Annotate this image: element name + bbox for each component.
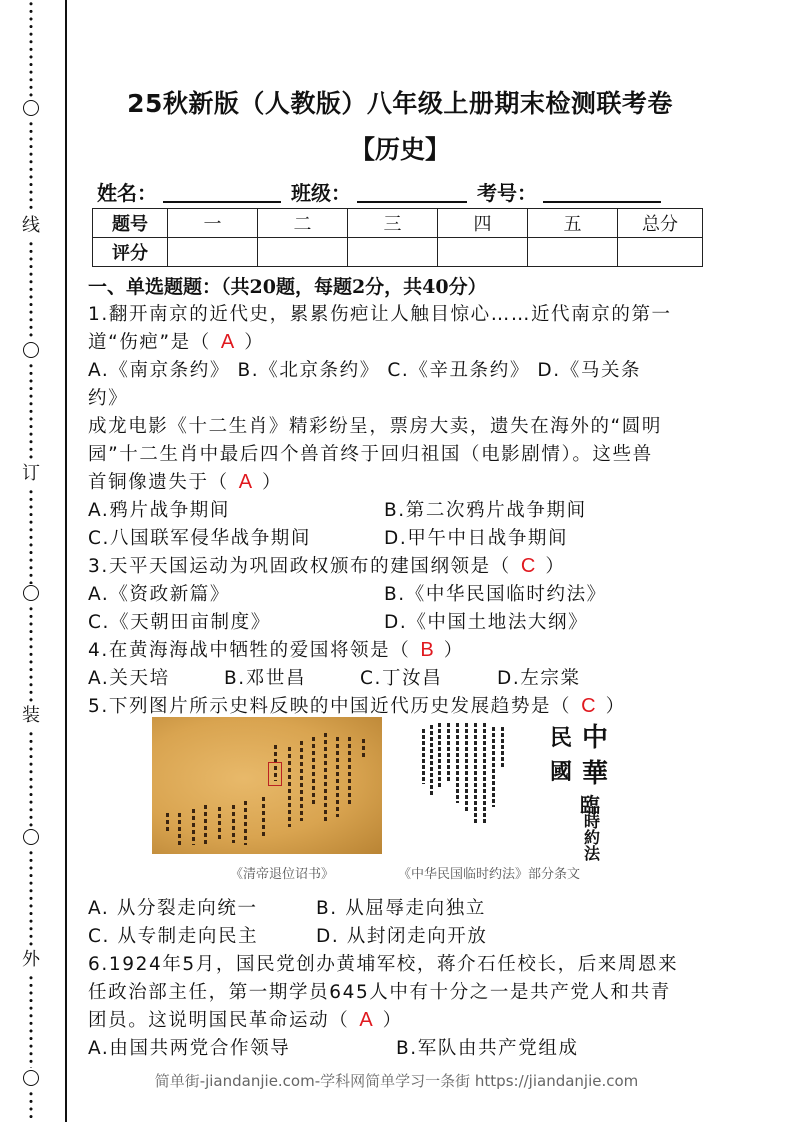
q5-option-d: D. 从封闭走向开放	[316, 926, 488, 947]
name-field[interactable]	[163, 183, 281, 203]
q1-answer: A	[220, 331, 235, 353]
q4-close: ）	[443, 640, 464, 661]
dotted-line	[28, 362, 34, 462]
dotted-line	[28, 974, 34, 1068]
dotted-line	[28, 1090, 34, 1122]
q1-close: ）	[244, 332, 265, 353]
binding-divider	[65, 0, 67, 1122]
score-cell[interactable]	[438, 238, 528, 267]
q5-option-c: C. 从专制走向民主	[88, 926, 259, 947]
student-info-row	[97, 176, 702, 206]
binding-hole-icon	[23, 829, 39, 845]
q3-answer: C	[520, 555, 536, 577]
dotted-line	[28, 0, 34, 98]
q6-stem: 6.1924年5月，国民党创办黄埔军校，蒋介石任校长，后来周恩来	[88, 954, 679, 975]
q3-option-a: A.《资政新篇》	[88, 584, 231, 605]
q2-stem-cont: 园”十二生肖中最后四个兽首终于回归祖国（电影剧情）。这些兽	[88, 444, 653, 465]
footer-watermark: 简单街-jiandanjie.com-学科网简单学习一条街 https://jiandanjie.com	[154, 1072, 639, 1090]
q1-stem-text: 道“伤疤”是（	[88, 332, 211, 353]
table-cell: 四	[438, 209, 528, 238]
table-cell: 总分	[618, 209, 703, 238]
score-cell[interactable]	[168, 238, 258, 267]
page-title: 25秋新版（人教版）八年级上册期末检测联考卷	[127, 89, 673, 118]
q2-answer: A	[238, 471, 253, 493]
score-table-score-row	[93, 238, 703, 267]
score-table	[92, 208, 703, 267]
binding-char-wai: 外	[22, 949, 40, 970]
callig-char: 時	[584, 812, 601, 831]
binding-hole-icon	[23, 585, 39, 601]
q1-options: A.《南京条约》 B.《北京条约》 C.《辛丑条约》 D.《马关条	[88, 360, 642, 381]
callig-char: 華	[582, 759, 609, 789]
q1-stem: 1.翻开南京的近代史，累累伤疤让人触目惊心……近代南京的第一	[88, 304, 672, 325]
q4-option-b: B.邓世昌	[224, 668, 307, 689]
dotted-line	[28, 488, 34, 584]
q3-option-d: D.《中国土地法大纲》	[384, 612, 589, 633]
q4-option-d: D.左宗棠	[497, 668, 581, 689]
binding-char-zhuang: 装	[22, 705, 40, 726]
callig-char: 民	[550, 725, 573, 751]
q1-stem-cont	[88, 328, 264, 354]
score-cell[interactable]	[618, 238, 703, 267]
exam-number-label: 考号：	[477, 181, 537, 205]
score-cell[interactable]	[528, 238, 618, 267]
q2-option-d: D.甲午中日战争期间	[384, 528, 569, 549]
q3-option-b: B.《中华民国临时约法》	[384, 584, 607, 605]
binding-hole-icon	[23, 342, 39, 358]
q1-options-cont: 约》	[88, 388, 129, 409]
class-label: 班级：	[291, 181, 351, 205]
q2-close: ）	[262, 472, 283, 493]
q2-option-b: B.第二次鸦片战争期间	[384, 500, 587, 521]
callig-char: 約	[584, 828, 601, 847]
q6-answer: A	[359, 1009, 373, 1031]
callig-char: 法	[584, 844, 601, 863]
q2-option-c: C.八国联军侵华战争期间	[88, 528, 311, 549]
binding-char-ding: 订	[22, 463, 40, 484]
q5-option-a: A. 从分裂走向统一	[88, 898, 258, 919]
class-field[interactable]	[357, 183, 467, 203]
score-table-header-row	[93, 209, 703, 238]
table-cell: 二	[258, 209, 348, 238]
q6-stem-cont: 任政治部主任，第一期学员645人中有十分之一是共产党人和共青	[88, 982, 671, 1003]
q4-option-c: C.丁汝昌	[360, 668, 443, 689]
provisional-constitution-image	[412, 717, 612, 863]
table-cell: 评分	[93, 238, 168, 267]
q6-option-b: B.军队由共产党组成	[396, 1038, 579, 1059]
figure-caption-left: 《清帝退位诏书》	[230, 867, 335, 882]
binding-hole-icon	[23, 100, 39, 116]
q5-stem-text: 5.下列图片所示史料反映的中国近代历史发展趋势是（	[88, 696, 572, 717]
q5-close: ）	[605, 696, 626, 717]
binding-margin	[0, 0, 64, 1122]
callig-char: 中	[582, 723, 609, 753]
table-cell: 题号	[93, 209, 168, 238]
q2-option-a: A.鸦片战争期间	[88, 500, 231, 521]
q4-answer: B	[420, 639, 434, 661]
exam-number-field[interactable]	[543, 183, 661, 203]
q5-option-b: B. 从屈辱走向独立	[316, 898, 486, 919]
callig-char: 國	[550, 759, 573, 785]
q6-option-a: A.由国共两党合作领导	[88, 1038, 291, 1059]
q2-stem: 成龙电影《十二生肖》精彩纷呈，票房大卖，遗失在海外的“圆明	[88, 416, 662, 437]
dotted-line	[28, 605, 34, 705]
dotted-line	[28, 849, 34, 949]
qing-abdication-edict-image	[152, 717, 382, 854]
q6-stem-text: 团员。这说明国民革命运动（	[88, 1010, 350, 1031]
table-cell: 三	[348, 209, 438, 238]
q6-close: ）	[382, 1010, 403, 1031]
q3-stem-text: 3.天平天国运动为巩固政权颁布的建国纲领是（	[88, 556, 511, 577]
q4-stem-text: 4.在黄海海战中牺牲的爱国将领是（	[88, 640, 411, 661]
name-label: 姓名：	[97, 181, 157, 205]
q3-close: ）	[545, 556, 566, 577]
score-cell[interactable]	[258, 238, 348, 267]
binding-char-xian: 线	[22, 215, 40, 236]
q2-stem-text: 首铜像遗失于（	[88, 472, 229, 493]
q5-stem	[88, 692, 626, 718]
score-cell[interactable]	[348, 238, 438, 267]
callig-char: 臨	[580, 793, 600, 817]
q3-option-c: C.《天朝田亩制度》	[88, 612, 271, 633]
dotted-line	[28, 120, 34, 212]
q2-stem-cont2	[88, 468, 282, 494]
table-cell: 一	[168, 209, 258, 238]
q4-option-a: A.关天培	[88, 668, 170, 689]
dotted-line	[28, 730, 34, 828]
dotted-line	[28, 240, 34, 340]
q3-stem	[88, 552, 565, 578]
figure-caption-right: 《中华民国临时约法》部分条文	[398, 867, 581, 882]
table-cell: 五	[528, 209, 618, 238]
subject-title: 【历史】	[349, 135, 450, 164]
q6-stem-cont2	[88, 1006, 403, 1032]
q4-stem	[88, 636, 464, 662]
q5-answer: C	[581, 695, 596, 717]
section-heading: 一、单选题题：（共20题，每题2分，共40分）	[88, 276, 487, 298]
